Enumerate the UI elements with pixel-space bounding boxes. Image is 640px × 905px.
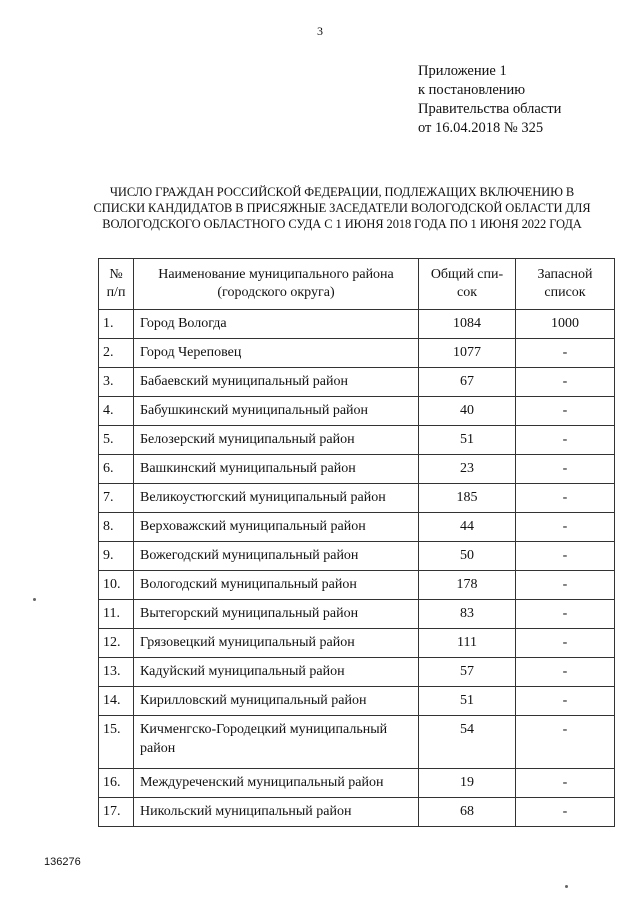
cell-reserve: - [516, 600, 615, 629]
table-row [99, 339, 615, 368]
appendix-line: от 16.04.2018 № 325 [418, 120, 544, 136]
cell-total: 57 [419, 658, 516, 687]
cell-total: 44 [419, 513, 516, 542]
cell-num: 17. [99, 798, 134, 827]
cell-reserve: - [516, 658, 615, 687]
page-number: 3 [317, 24, 323, 38]
cell-total: 67 [419, 368, 516, 397]
cell-num: 15. [99, 716, 134, 769]
cell-reserve: - [516, 542, 615, 571]
cell-name: Бабушкинский муниципальный район [134, 397, 419, 426]
cell-total: 51 [419, 687, 516, 716]
header-num: № п/п [99, 259, 134, 310]
cell-name: Белозерский муниципальный район [134, 426, 419, 455]
cell-reserve: 1000 [516, 310, 615, 339]
cell-total: 83 [419, 600, 516, 629]
cell-num: 5. [99, 426, 134, 455]
cell-total: 19 [419, 769, 516, 798]
cell-num: 11. [99, 600, 134, 629]
cell-name: Грязовецкий муниципальный район [134, 629, 419, 658]
cell-name: Великоустюгский муниципальный район [134, 484, 419, 513]
header-total: Общий спи-сок [419, 259, 516, 310]
header-reserve: Запасной список [516, 259, 615, 310]
table-row [99, 798, 615, 827]
table-row [99, 629, 615, 658]
table-row [99, 542, 615, 571]
cell-num: 3. [99, 368, 134, 397]
table-row [99, 716, 615, 769]
document-code: 136276 [44, 856, 81, 868]
cell-name: Вытегорский муниципальный район [134, 600, 419, 629]
appendix-line: Правительства области [418, 101, 562, 117]
cell-name: Верховажский муниципальный район [134, 513, 419, 542]
cell-total: 51 [419, 426, 516, 455]
cell-reserve: - [516, 769, 615, 798]
cell-name: Вашкинский муниципальный район [134, 455, 419, 484]
cell-name: Вологодский муниципальный район [134, 571, 419, 600]
table-row [99, 455, 615, 484]
cell-num: 4. [99, 397, 134, 426]
cell-reserve: - [516, 513, 615, 542]
cell-total: 1084 [419, 310, 516, 339]
table-row [99, 571, 615, 600]
cell-total: 178 [419, 571, 516, 600]
cell-reserve: - [516, 798, 615, 827]
cell-reserve: - [516, 368, 615, 397]
cell-total: 68 [419, 798, 516, 827]
cell-name: Кичменгско-Городецкий муниципальный район [134, 716, 419, 769]
cell-total: 23 [419, 455, 516, 484]
cell-total: 185 [419, 484, 516, 513]
cell-num: 2. [99, 339, 134, 368]
cell-reserve: - [516, 397, 615, 426]
cell-num: 6. [99, 455, 134, 484]
table-header-row [99, 259, 615, 310]
scan-dot [565, 885, 568, 888]
cell-total: 50 [419, 542, 516, 571]
cell-num: 12. [99, 629, 134, 658]
header-name: Наименование муниципального района (городского округа) [134, 259, 419, 310]
table-row [99, 484, 615, 513]
table-row [99, 513, 615, 542]
cell-name: Кирилловский муниципальный район [134, 687, 419, 716]
cell-name: Никольский муниципальный район [134, 798, 419, 827]
cell-num: 8. [99, 513, 134, 542]
cell-name: Вожегодский муниципальный район [134, 542, 419, 571]
cell-total: 40 [419, 397, 516, 426]
table-body [99, 310, 615, 827]
cell-reserve: - [516, 629, 615, 658]
table-row [99, 426, 615, 455]
appendix-line: к постановлению [418, 82, 526, 98]
cell-name: Кадуйский муниципальный район [134, 658, 419, 687]
table-row [99, 687, 615, 716]
cell-num: 16. [99, 769, 134, 798]
cell-num: 10. [99, 571, 134, 600]
cell-total: 54 [419, 716, 516, 769]
document-title: ЧИСЛО ГРАЖДАН РОССИЙСКОЙ ФЕДЕРАЦИИ, ПОДЛЕЖАЩИХ ВКЛЮЧЕНИЮ В СПИСКИ КАНДИДАТОВ В ПРИСЯЖНЫЕ ЗАСЕДАТЕЛИ ВОЛОГОДСКОЙ ОБЛАСТИ ДЛЯ ВОЛОГОДСКОГО ОБЛАСТНОГО СУДА С 1 ИЮНЯ 2018 ГОДА ПО 1 ИЮНЯ 2022 ГОДА [93, 185, 591, 231]
cell-num: 7. [99, 484, 134, 513]
cell-reserve: - [516, 716, 615, 769]
cell-name: Бабаевский муниципальный район [134, 368, 419, 397]
cell-name: Город Череповец [134, 339, 419, 368]
cell-num: 1. [99, 310, 134, 339]
jurors-table [98, 258, 615, 827]
cell-total: 1077 [419, 339, 516, 368]
appendix-block [418, 62, 561, 138]
cell-name: Город Вологда [134, 310, 419, 339]
cell-reserve: - [516, 484, 615, 513]
scan-dot [33, 598, 36, 601]
table-row [99, 310, 615, 339]
table-row [99, 600, 615, 629]
cell-reserve: - [516, 571, 615, 600]
cell-name: Междуреченский муниципальный район [134, 769, 419, 798]
table-row [99, 368, 615, 397]
table-row [99, 397, 615, 426]
appendix-line: Приложение 1 [418, 63, 507, 79]
cell-num: 13. [99, 658, 134, 687]
cell-num: 9. [99, 542, 134, 571]
table-row [99, 658, 615, 687]
cell-reserve: - [516, 426, 615, 455]
cell-total: 111 [419, 629, 516, 658]
cell-reserve: - [516, 687, 615, 716]
cell-num: 14. [99, 687, 134, 716]
table-row [99, 769, 615, 798]
cell-reserve: - [516, 455, 615, 484]
cell-reserve: - [516, 339, 615, 368]
